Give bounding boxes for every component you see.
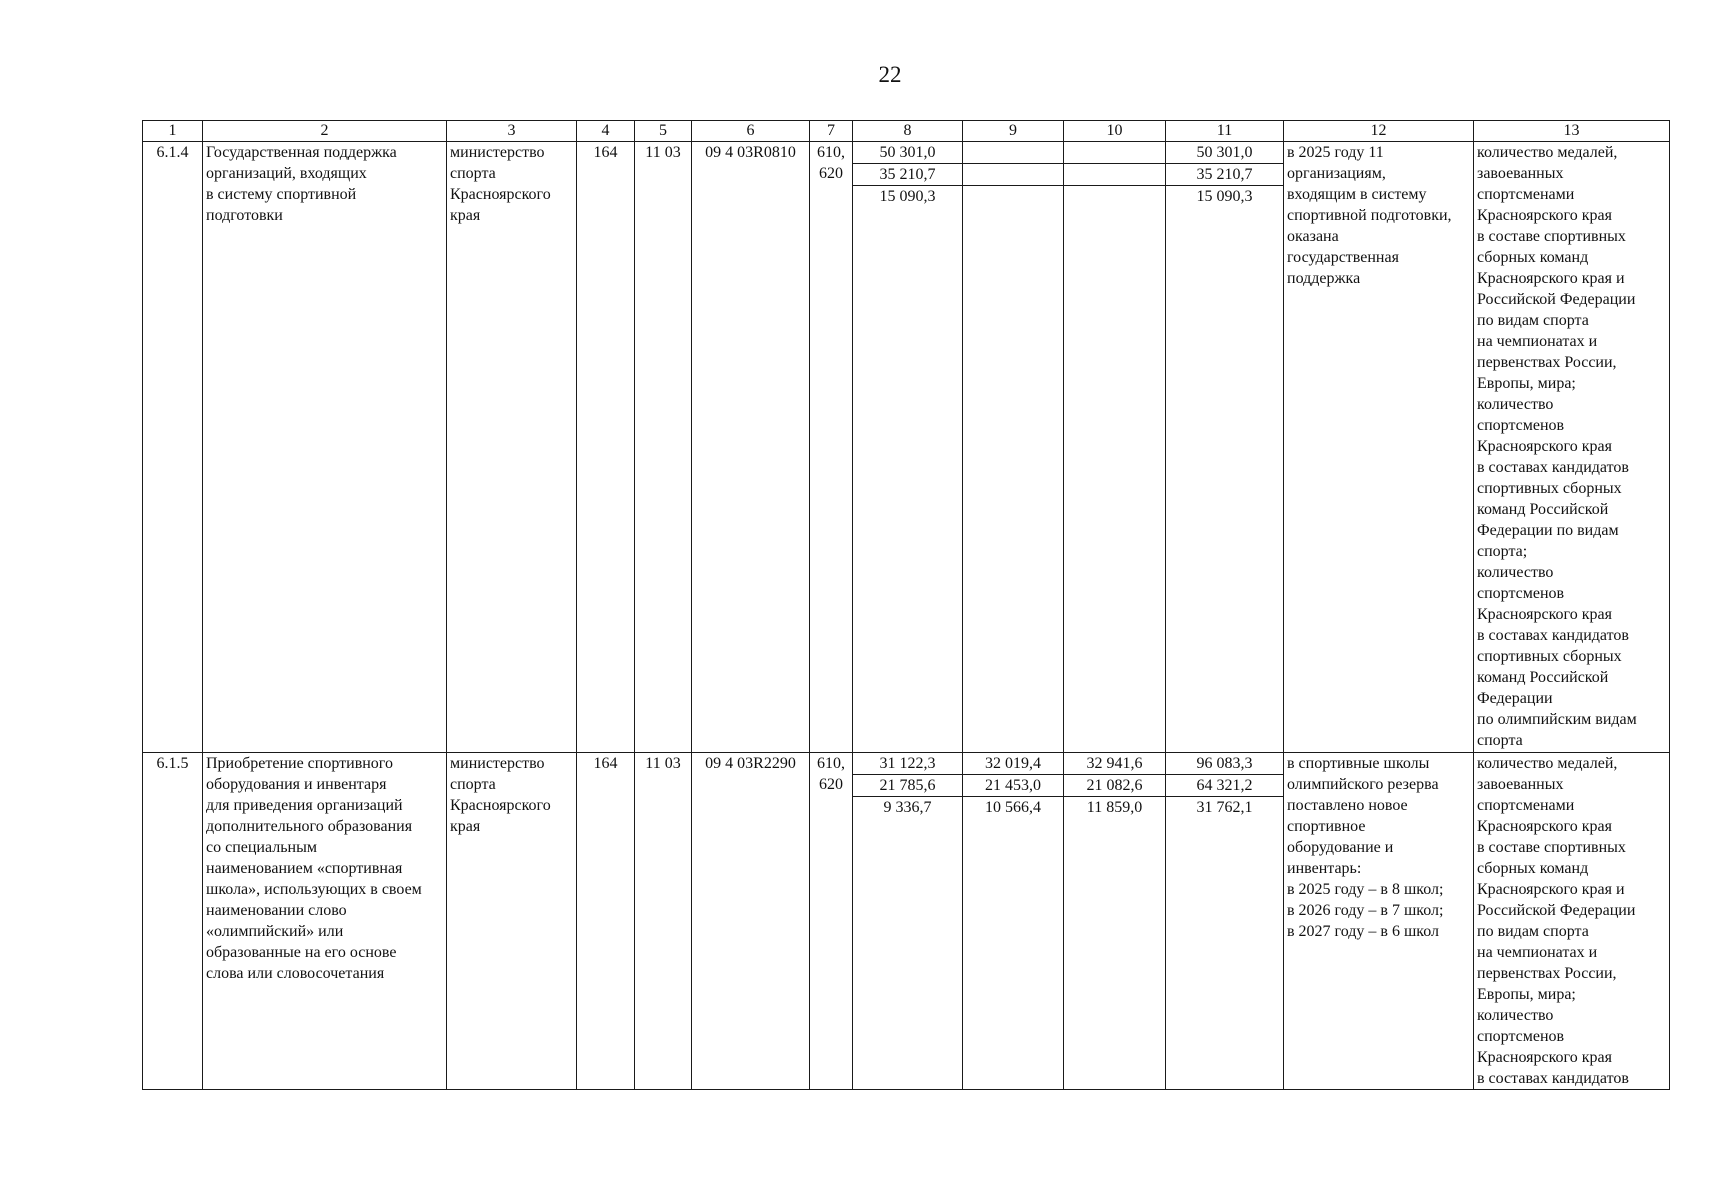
indicators-line: Российской Федерации xyxy=(1477,291,1636,308)
indicators-line: команд Российской xyxy=(1477,669,1609,686)
finance-2027-value: 11 859,0 xyxy=(1086,799,1143,816)
vr-code-line: 610, xyxy=(817,755,845,772)
indicators-line: в составе спортивных xyxy=(1477,839,1626,856)
header-cell-3: 3 xyxy=(447,121,577,142)
rzpr-code: 11 03 xyxy=(635,142,692,753)
finance-2025-value: 21 785,6 xyxy=(853,775,962,797)
finance-2027-value: 32 941,6 xyxy=(1064,753,1165,775)
indicators xyxy=(1474,753,1670,1090)
indicators-line: количество xyxy=(1477,396,1554,413)
executor-line: края xyxy=(450,207,481,224)
indicators-line: Красноярского края и xyxy=(1477,270,1625,287)
finance-2026-value xyxy=(963,186,1063,207)
indicators-line: спортсменами xyxy=(1477,186,1575,203)
finance-total-value: 31 762,1 xyxy=(1196,799,1253,816)
header-cell-8: 8 xyxy=(853,121,963,142)
measure-name-line: организаций, входящих xyxy=(206,165,367,182)
vr-code-line: 620 xyxy=(819,165,843,182)
header-cell-7: 7 xyxy=(810,121,853,142)
measure-name xyxy=(203,142,447,753)
executor-line: Красноярского xyxy=(450,797,551,814)
indicators-line: команд Российской xyxy=(1477,501,1609,518)
indicators-line: Красноярского края xyxy=(1477,606,1612,623)
expected-result-line: оборудование и xyxy=(1287,839,1394,856)
expected-result-line: в 2027 году – в 6 школ xyxy=(1287,923,1440,940)
header-cell-9: 9 xyxy=(963,121,1064,142)
indicators-line: Красноярского края xyxy=(1477,818,1612,835)
finance-total-value: 15 090,3 xyxy=(1196,188,1253,205)
executor xyxy=(447,142,577,753)
finance-2027-value xyxy=(1064,164,1165,186)
expected-result-line: организациям, xyxy=(1287,165,1386,182)
indicators-line: спортсменов xyxy=(1477,585,1565,602)
measure-name-line: образованные на его основе xyxy=(206,944,397,961)
indicators-line: спортивных сборных xyxy=(1477,480,1622,497)
finance-total-value: 64 321,2 xyxy=(1166,775,1283,797)
finance-2027-value xyxy=(1064,186,1165,207)
executor xyxy=(447,753,577,1090)
indicators-line: Федерации по видам xyxy=(1477,522,1619,539)
indicators-line: завоеванных xyxy=(1477,776,1564,793)
indicators-line: Красноярского края xyxy=(1477,438,1612,455)
page-number: 22 xyxy=(878,62,902,87)
measure-name-line: наименовании слово xyxy=(206,902,347,919)
vr-code xyxy=(810,142,853,753)
expected-result-line: спортивное xyxy=(1287,818,1366,835)
finance-2025-value: 50 301,0 xyxy=(853,142,962,164)
measure-name-line: для приведения организаций xyxy=(206,797,403,814)
indicators-line: спортсменами xyxy=(1477,797,1575,814)
finance-2027 xyxy=(1064,142,1166,753)
measure-name-line: Приобретение спортивного xyxy=(206,755,393,772)
measure-name-line: дополнительного образования xyxy=(206,818,413,835)
header-cell-5: 5 xyxy=(635,121,692,142)
finance-2027-value: 21 082,6 xyxy=(1064,775,1165,797)
finance-2026-value: 21 453,0 xyxy=(963,775,1063,797)
expected-result-line: государственная xyxy=(1287,249,1399,266)
finance-2025-value: 15 090,3 xyxy=(879,188,936,205)
finance-2025-value: 35 210,7 xyxy=(853,164,962,186)
finance-2026-value xyxy=(963,142,1063,164)
expected-result-line: в 2025 году 11 xyxy=(1287,144,1384,161)
executor-line: министерство xyxy=(450,144,545,161)
measure-name-line: «олимпийский» или xyxy=(206,923,344,940)
expected-result-line: входящим в систему xyxy=(1287,186,1427,203)
expected-result-line: инвентарь: xyxy=(1287,860,1362,877)
grbs-code: 164 xyxy=(577,142,635,753)
indicators-line: Российской Федерации xyxy=(1477,902,1636,919)
row-number: 6.1.5 xyxy=(143,753,203,1090)
expected-result-line: в спортивные школы xyxy=(1287,755,1430,772)
executor-line: спорта xyxy=(450,776,496,793)
indicators-line: Европы, мира; xyxy=(1477,375,1576,392)
finance-2026 xyxy=(963,753,1064,1090)
csr-code: 09 4 03R0810 xyxy=(692,142,810,753)
expected-result-line: олимпийского резерва xyxy=(1287,776,1439,793)
finance-2026 xyxy=(963,142,1064,753)
indicators xyxy=(1474,142,1670,753)
grbs-code: 164 xyxy=(577,753,635,1090)
finance-2027-value xyxy=(1064,142,1165,164)
indicators-line: Красноярского края xyxy=(1477,1049,1612,1066)
header-cell-11: 11 xyxy=(1166,121,1284,142)
vr-code xyxy=(810,753,853,1090)
measure-name-line: школа», использующих в своем xyxy=(206,881,422,898)
indicators-line: первенствах России, xyxy=(1477,354,1617,371)
executor-line: Красноярского xyxy=(450,186,551,203)
indicators-line: Красноярского края xyxy=(1477,207,1612,224)
measure-name xyxy=(203,753,447,1090)
vr-code-line: 610, xyxy=(817,144,845,161)
indicators-line: по видам спорта xyxy=(1477,923,1589,940)
expected-result-line: в 2025 году – в 8 школ; xyxy=(1287,881,1444,898)
measure-name-line: подготовки xyxy=(206,207,283,224)
executor-line: министерство xyxy=(450,755,545,772)
expected-result-line: поставлено новое xyxy=(1287,797,1408,814)
finance-total-value: 50 301,0 xyxy=(1166,142,1283,164)
indicators-line: в составах кандидатов xyxy=(1477,627,1629,644)
header-cell-6: 6 xyxy=(692,121,810,142)
finance-2025-value: 31 122,3 xyxy=(853,753,962,775)
indicators-line: в составе спортивных xyxy=(1477,228,1626,245)
vr-code-line: 620 xyxy=(819,776,843,793)
finance-total-value: 35 210,7 xyxy=(1166,164,1283,186)
expected-result xyxy=(1284,753,1474,1090)
indicators-line: по олимпийским видам xyxy=(1477,711,1637,728)
measure-name-line: наименованием «спортивная xyxy=(206,860,403,877)
indicators-line: Федерации xyxy=(1477,690,1553,707)
indicators-line: на чемпионатах и xyxy=(1477,333,1598,350)
indicators-line: спортсменов xyxy=(1477,1028,1565,1045)
indicators-line: сборных команд xyxy=(1477,249,1589,266)
indicators-line: количество медалей, xyxy=(1477,755,1618,772)
indicators-line: Европы, мира; xyxy=(1477,986,1576,1003)
finance-2026-value: 10 566,4 xyxy=(985,799,1041,816)
finance-2025 xyxy=(853,753,963,1090)
finance-total-value: 96 083,3 xyxy=(1166,753,1283,775)
indicators-line: количество медалей, xyxy=(1477,144,1618,161)
indicators-line: первенствах России, xyxy=(1477,965,1617,982)
indicators-line: в составах кандидатов xyxy=(1477,1070,1629,1087)
program-table xyxy=(142,120,1670,1090)
indicators-line: количество xyxy=(1477,564,1554,581)
indicators-line: спорта xyxy=(1477,732,1523,749)
expected-result-line: в 2026 году – в 7 школ; xyxy=(1287,902,1444,919)
indicators-line: Красноярского края и xyxy=(1477,881,1625,898)
measure-name-line: со специальным xyxy=(206,839,317,856)
finance-total xyxy=(1166,753,1284,1090)
header-cell-4: 4 xyxy=(577,121,635,142)
header-cell-1: 1 xyxy=(143,121,203,142)
finance-2025 xyxy=(853,142,963,753)
header-cell-13: 13 xyxy=(1474,121,1670,142)
csr-code: 09 4 03R2290 xyxy=(692,753,810,1090)
measure-name-line: Государственная поддержка xyxy=(206,144,397,161)
executor-line: спорта xyxy=(450,165,496,182)
measure-name-line: в систему спортивной xyxy=(206,186,357,203)
row-number: 6.1.4 xyxy=(143,142,203,753)
finance-2025-value: 9 336,7 xyxy=(883,799,932,816)
finance-total xyxy=(1166,142,1284,753)
expected-result xyxy=(1284,142,1474,753)
indicators-line: завоеванных xyxy=(1477,165,1564,182)
indicators-line: количество xyxy=(1477,1007,1554,1024)
indicators-line: спорта; xyxy=(1477,543,1528,560)
expected-result-line: оказана xyxy=(1287,228,1339,245)
header-row xyxy=(143,121,1670,142)
measure-name-line: слова или словосочетания xyxy=(206,965,385,982)
indicators-line: спортсменов xyxy=(1477,417,1565,434)
indicators-line: спортивных сборных xyxy=(1477,648,1622,665)
finance-2026-value: 32 019,4 xyxy=(963,753,1063,775)
indicators-line: в составах кандидатов xyxy=(1477,459,1629,476)
header-cell-2: 2 xyxy=(203,121,447,142)
indicators-line: на чемпионатах и xyxy=(1477,944,1598,961)
expected-result-line: спортивной подготовки, xyxy=(1287,207,1452,224)
header-cell-12: 12 xyxy=(1284,121,1474,142)
finance-2027 xyxy=(1064,753,1166,1090)
header-cell-10: 10 xyxy=(1064,121,1166,142)
expected-result-line: поддержка xyxy=(1287,270,1361,287)
table-row xyxy=(143,142,1670,753)
table-row xyxy=(143,753,1670,1090)
rzpr-code: 11 03 xyxy=(635,753,692,1090)
indicators-line: по видам спорта xyxy=(1477,312,1589,329)
measure-name-line: оборудования и инвентаря xyxy=(206,776,387,793)
finance-2026-value xyxy=(963,164,1063,186)
indicators-line: сборных команд xyxy=(1477,860,1589,877)
executor-line: края xyxy=(450,818,481,835)
